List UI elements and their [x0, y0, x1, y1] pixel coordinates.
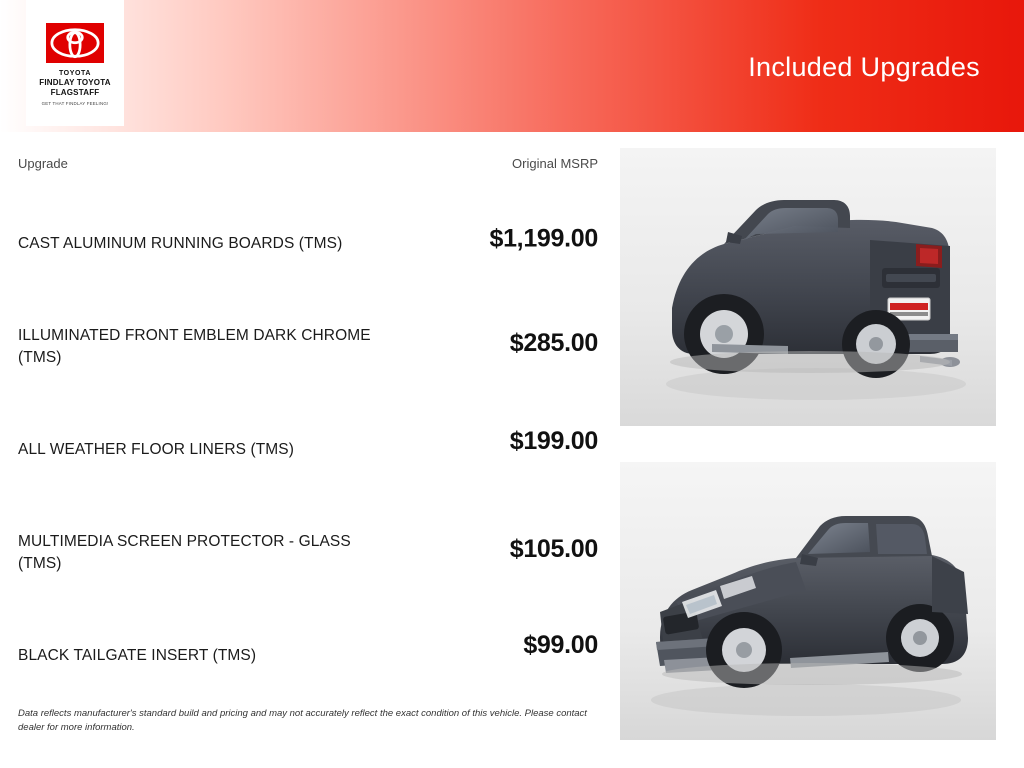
upgrade-name: ALL WEATHER FLOOR LINERS (TMS) [18, 440, 295, 458]
logo-brand-word: TOYOTA [58, 69, 92, 77]
column-header-upgrade: Upgrade [18, 156, 68, 171]
upgrade-price: $199.00 [509, 426, 598, 455]
logo-tagline: GET THAT FINDLAY FEELING! [41, 100, 109, 106]
logo-dealer-line2: FLAGSTAFF [50, 87, 100, 97]
column-header-msrp: Original MSRP [512, 156, 598, 171]
upgrade-price: $1,199.00 [489, 223, 598, 252]
disclaimer-text: Data reflects manufacturer's standard build and pricing and may not accurately reflect the exact condition of this vehicle. Please contact dealer for more information. [18, 708, 587, 733]
upgrade-price: $105.00 [509, 534, 598, 563]
upgrades-table [18, 148, 598, 707]
upgrade-name: MULTIMEDIA SCREEN PROTECTOR - GLASS (TMS) [18, 532, 351, 572]
table-row [18, 604, 598, 707]
vehicle-photo-rear-three-quarter [620, 148, 996, 426]
upgrade-name: BLACK TAILGATE INSERT (TMS) [18, 646, 257, 664]
table-header-row [18, 148, 598, 182]
table-row [18, 501, 598, 604]
table-row [18, 192, 598, 295]
upgrade-name: ILLUMINATED FRONT EMBLEM DARK CHROME (TMS) [18, 326, 371, 366]
table-row [18, 398, 598, 501]
page-header [0, 0, 1024, 132]
logo-dealer-line1: FINDLAY TOYOTA [39, 77, 111, 87]
upgrade-name: CAST ALUMINUM RUNNING BOARDS (TMS) [18, 234, 343, 252]
upgrade-price: $99.00 [523, 630, 598, 659]
table-body [18, 192, 598, 707]
page-title: Included Upgrades [748, 52, 980, 82]
table-row [18, 295, 598, 398]
upgrade-price: $285.00 [509, 328, 598, 357]
toyota-emblem-icon [46, 23, 104, 63]
dealer-logo [26, 0, 124, 126]
vehicle-photo-front-three-quarter [620, 462, 996, 740]
